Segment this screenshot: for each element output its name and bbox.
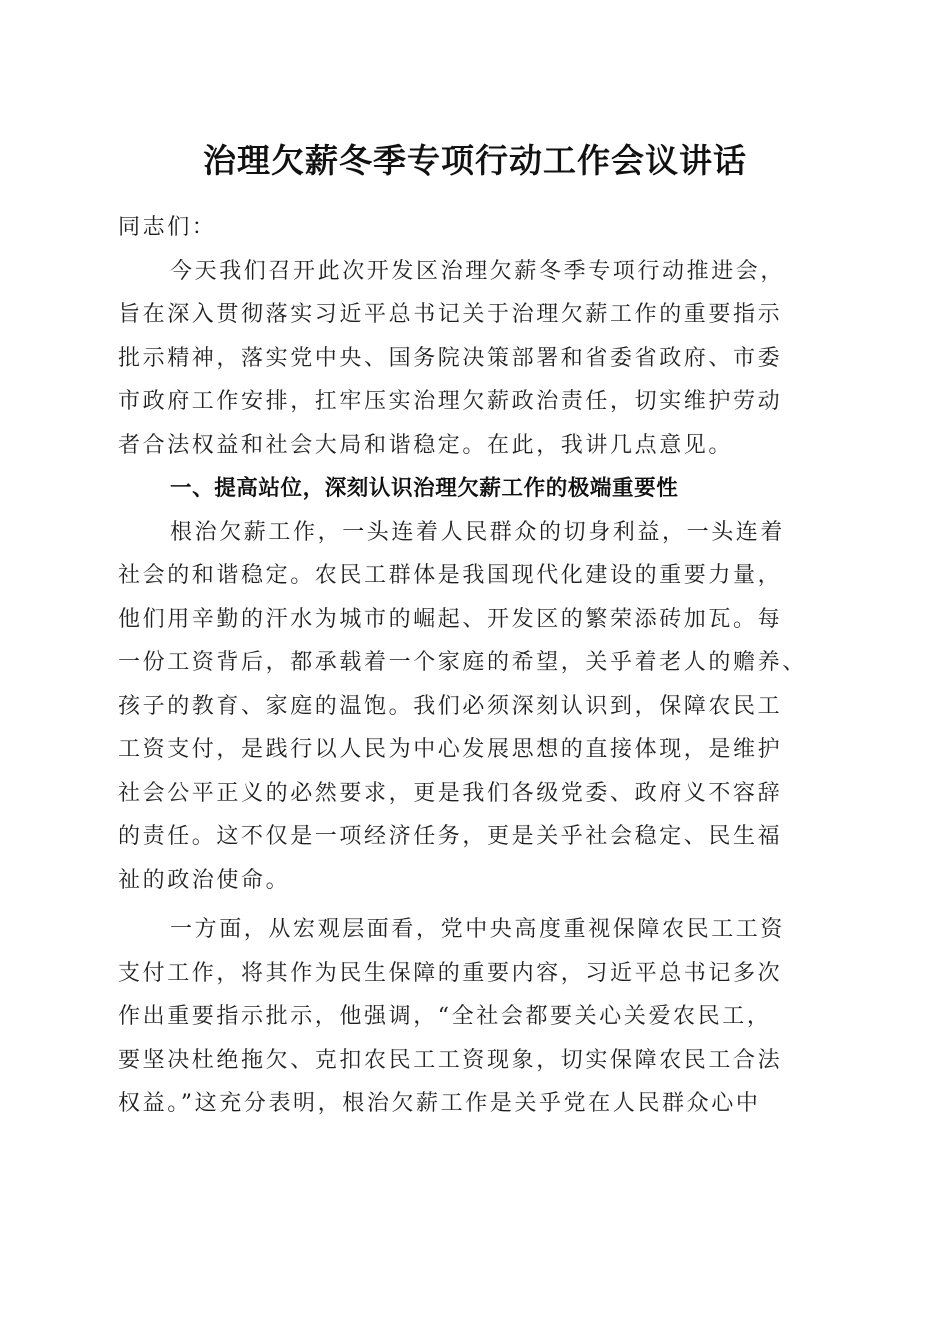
document-title: 治理欠薪冬季专项行动工作会议讲话 xyxy=(203,141,747,180)
paragraph-line: 一份工资背后，都承载着一个家庭的希望，关乎着老人的赡养、 xyxy=(118,650,807,675)
paragraph-line: 今天我们召开此次开发区治理欠薪冬季专项行动推进会， xyxy=(170,258,786,284)
paragraph-line: 权益。”这充分表明，根治欠薪工作是关乎党在人民群众心中 xyxy=(118,1091,761,1116)
paragraph-line: 一方面，从宏观层面看，党中央高度重视保障农民工工资 xyxy=(170,917,786,942)
paragraph-line: 批示精神，落实党中央、国务院决策部署和省委省政府、市委 xyxy=(118,345,783,371)
paragraph-line: 他们用辛勤的汗水为城市的崛起、开发区的繁荣添砖加瓦。每 xyxy=(118,606,783,632)
paragraph-line: 根治欠薪工作，一头连着人民群众的切身利益，一头连着 xyxy=(170,519,786,545)
paragraph-section-one xyxy=(118,511,832,903)
paragraph-line: 者合法权益和社会大局和谐稳定。在此，我讲几点意见。 xyxy=(118,432,734,458)
paragraph-line: 旨在深入贯彻落实习近平总书记关于治理欠薪工作的重要指示 xyxy=(118,302,783,327)
paragraph-line: 社会公平正义的必然要求，更是我们各级党委、政府义不容辞 xyxy=(118,780,783,806)
paragraph-opening xyxy=(118,250,832,468)
paragraph-macro-view xyxy=(118,908,832,1126)
paragraph-line: 社会的和谐稳定。农民工群体是我国现代化建设的重要力量， xyxy=(118,563,783,588)
section-heading: 一、提高站位，深刻认识治理欠薪工作的极端重要性 xyxy=(170,476,679,501)
paragraph-line: 作出重要指示批示，他强调，“全社会都要关心关爱农民工， xyxy=(118,1004,772,1029)
paragraph-line: 孩子的教育、家庭的温饱。我们必须深刻认识到，保障农民工 xyxy=(118,693,783,719)
paragraph-line: 的责任。这不仅是一项经济任务，更是关乎社会稳定、民生福 xyxy=(118,824,783,849)
salutation: 同志们： xyxy=(118,215,217,240)
paragraph-line: 工资支付，是践行以人民为中心发展思想的直接体现，是维护 xyxy=(118,737,783,762)
document-body xyxy=(118,206,832,1126)
paragraph-line: 祉的政治使命。 xyxy=(118,867,291,893)
paragraph-line: 要坚决杜绝拖欠、克扣农民工工资现象，切实保障农民工合法 xyxy=(118,1047,783,1073)
paragraph-line: 市政府工作安排，扛牢压实治理欠薪政治责任，切实维护劳动 xyxy=(118,389,783,414)
paragraph-line: 支付工作，将其作为民生保障的重要内容，习近平总书记多次 xyxy=(118,960,783,986)
